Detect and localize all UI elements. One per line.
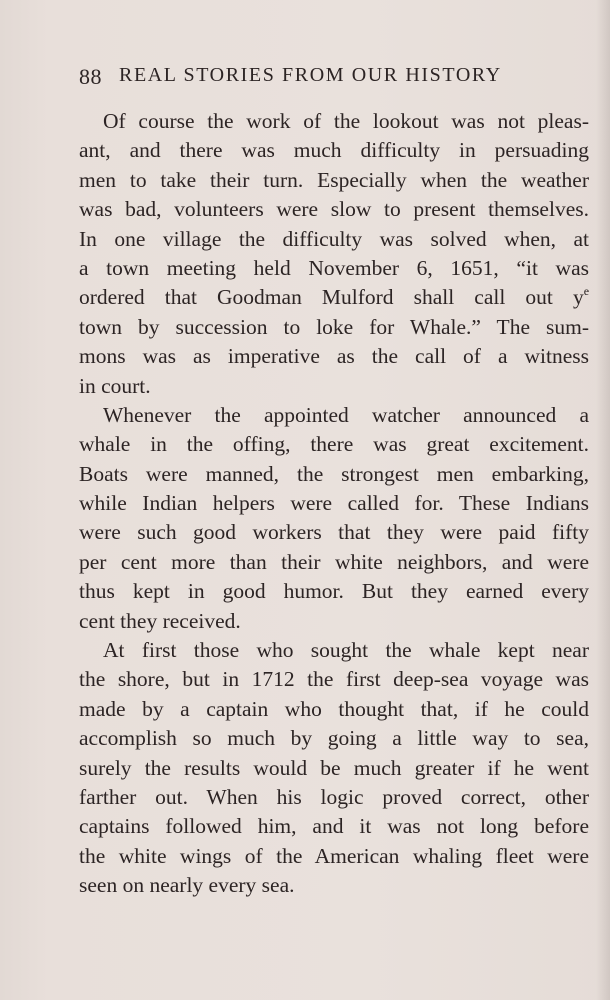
ye-superscript: e	[583, 284, 590, 299]
text-line: ant, and there was much difficulty in persuading	[79, 138, 589, 163]
text-line: captains followed him, and it was not long before	[79, 814, 589, 839]
text-line: town by succession to loke for Whale.” The sum-	[79, 314, 589, 339]
running-head	[79, 64, 547, 94]
text-line: surely the results would be much greater if he went	[79, 755, 589, 780]
text-line: Whenever the appointed watcher announced a	[103, 402, 589, 427]
text-line: In one village the difficulty was solved when, at	[79, 226, 589, 251]
text-line: Of course the work of the lookout was not pleas-	[103, 109, 589, 133]
body-text	[79, 107, 589, 901]
text-line: was bad, volunteers were slow to present themselves.	[79, 197, 589, 222]
text-line: in court.	[79, 373, 151, 398]
ye-abbreviation	[573, 285, 589, 309]
text-line: per cent more than their white neighbors, and were	[79, 549, 589, 574]
text-line: At first those who sought the whale kept near	[103, 638, 589, 663]
ye-base-letter: y	[572, 285, 584, 310]
text-line: a town meeting held November 6, 1651, “it was	[79, 255, 589, 280]
text-line: seen on nearly every sea.	[79, 873, 295, 898]
text-line: cent they received.	[79, 608, 241, 633]
text-line: men to take their turn. Especially when the weather	[79, 167, 589, 192]
text-line-with-superscript	[79, 283, 589, 312]
text-line: Boats were manned, the strongest men embarking,	[79, 461, 589, 486]
text-line: while Indian helpers were called for. These Indians	[79, 491, 589, 516]
text-line: farther out. When his logic proved correct, other	[79, 784, 589, 809]
text-line: accomplish so much by going a little way to sea,	[79, 726, 589, 751]
text-line: whale in the offing, there was great excitement.	[79, 432, 589, 457]
running-head-title: REAL STORIES FROM OUR HISTORY	[119, 64, 502, 86]
page-number: 88	[79, 64, 102, 89]
text-line: mons was as imperative as the call of a witness	[79, 344, 589, 369]
text-line-part: ordered that Goodman Mulford shall call out	[79, 285, 553, 310]
text-line: thus kept in good humor. But they earned every	[79, 579, 589, 604]
text-line: were such good workers that they were paid fifty	[79, 520, 589, 545]
page-edge-shadow	[596, 0, 610, 1000]
text-line: the shore, but in 1712 the first deep-sea voyage was	[79, 667, 589, 692]
text-line: made by a captain who thought that, if he could	[79, 696, 589, 721]
text-line: the white wings of the American whaling fleet were	[79, 843, 589, 868]
